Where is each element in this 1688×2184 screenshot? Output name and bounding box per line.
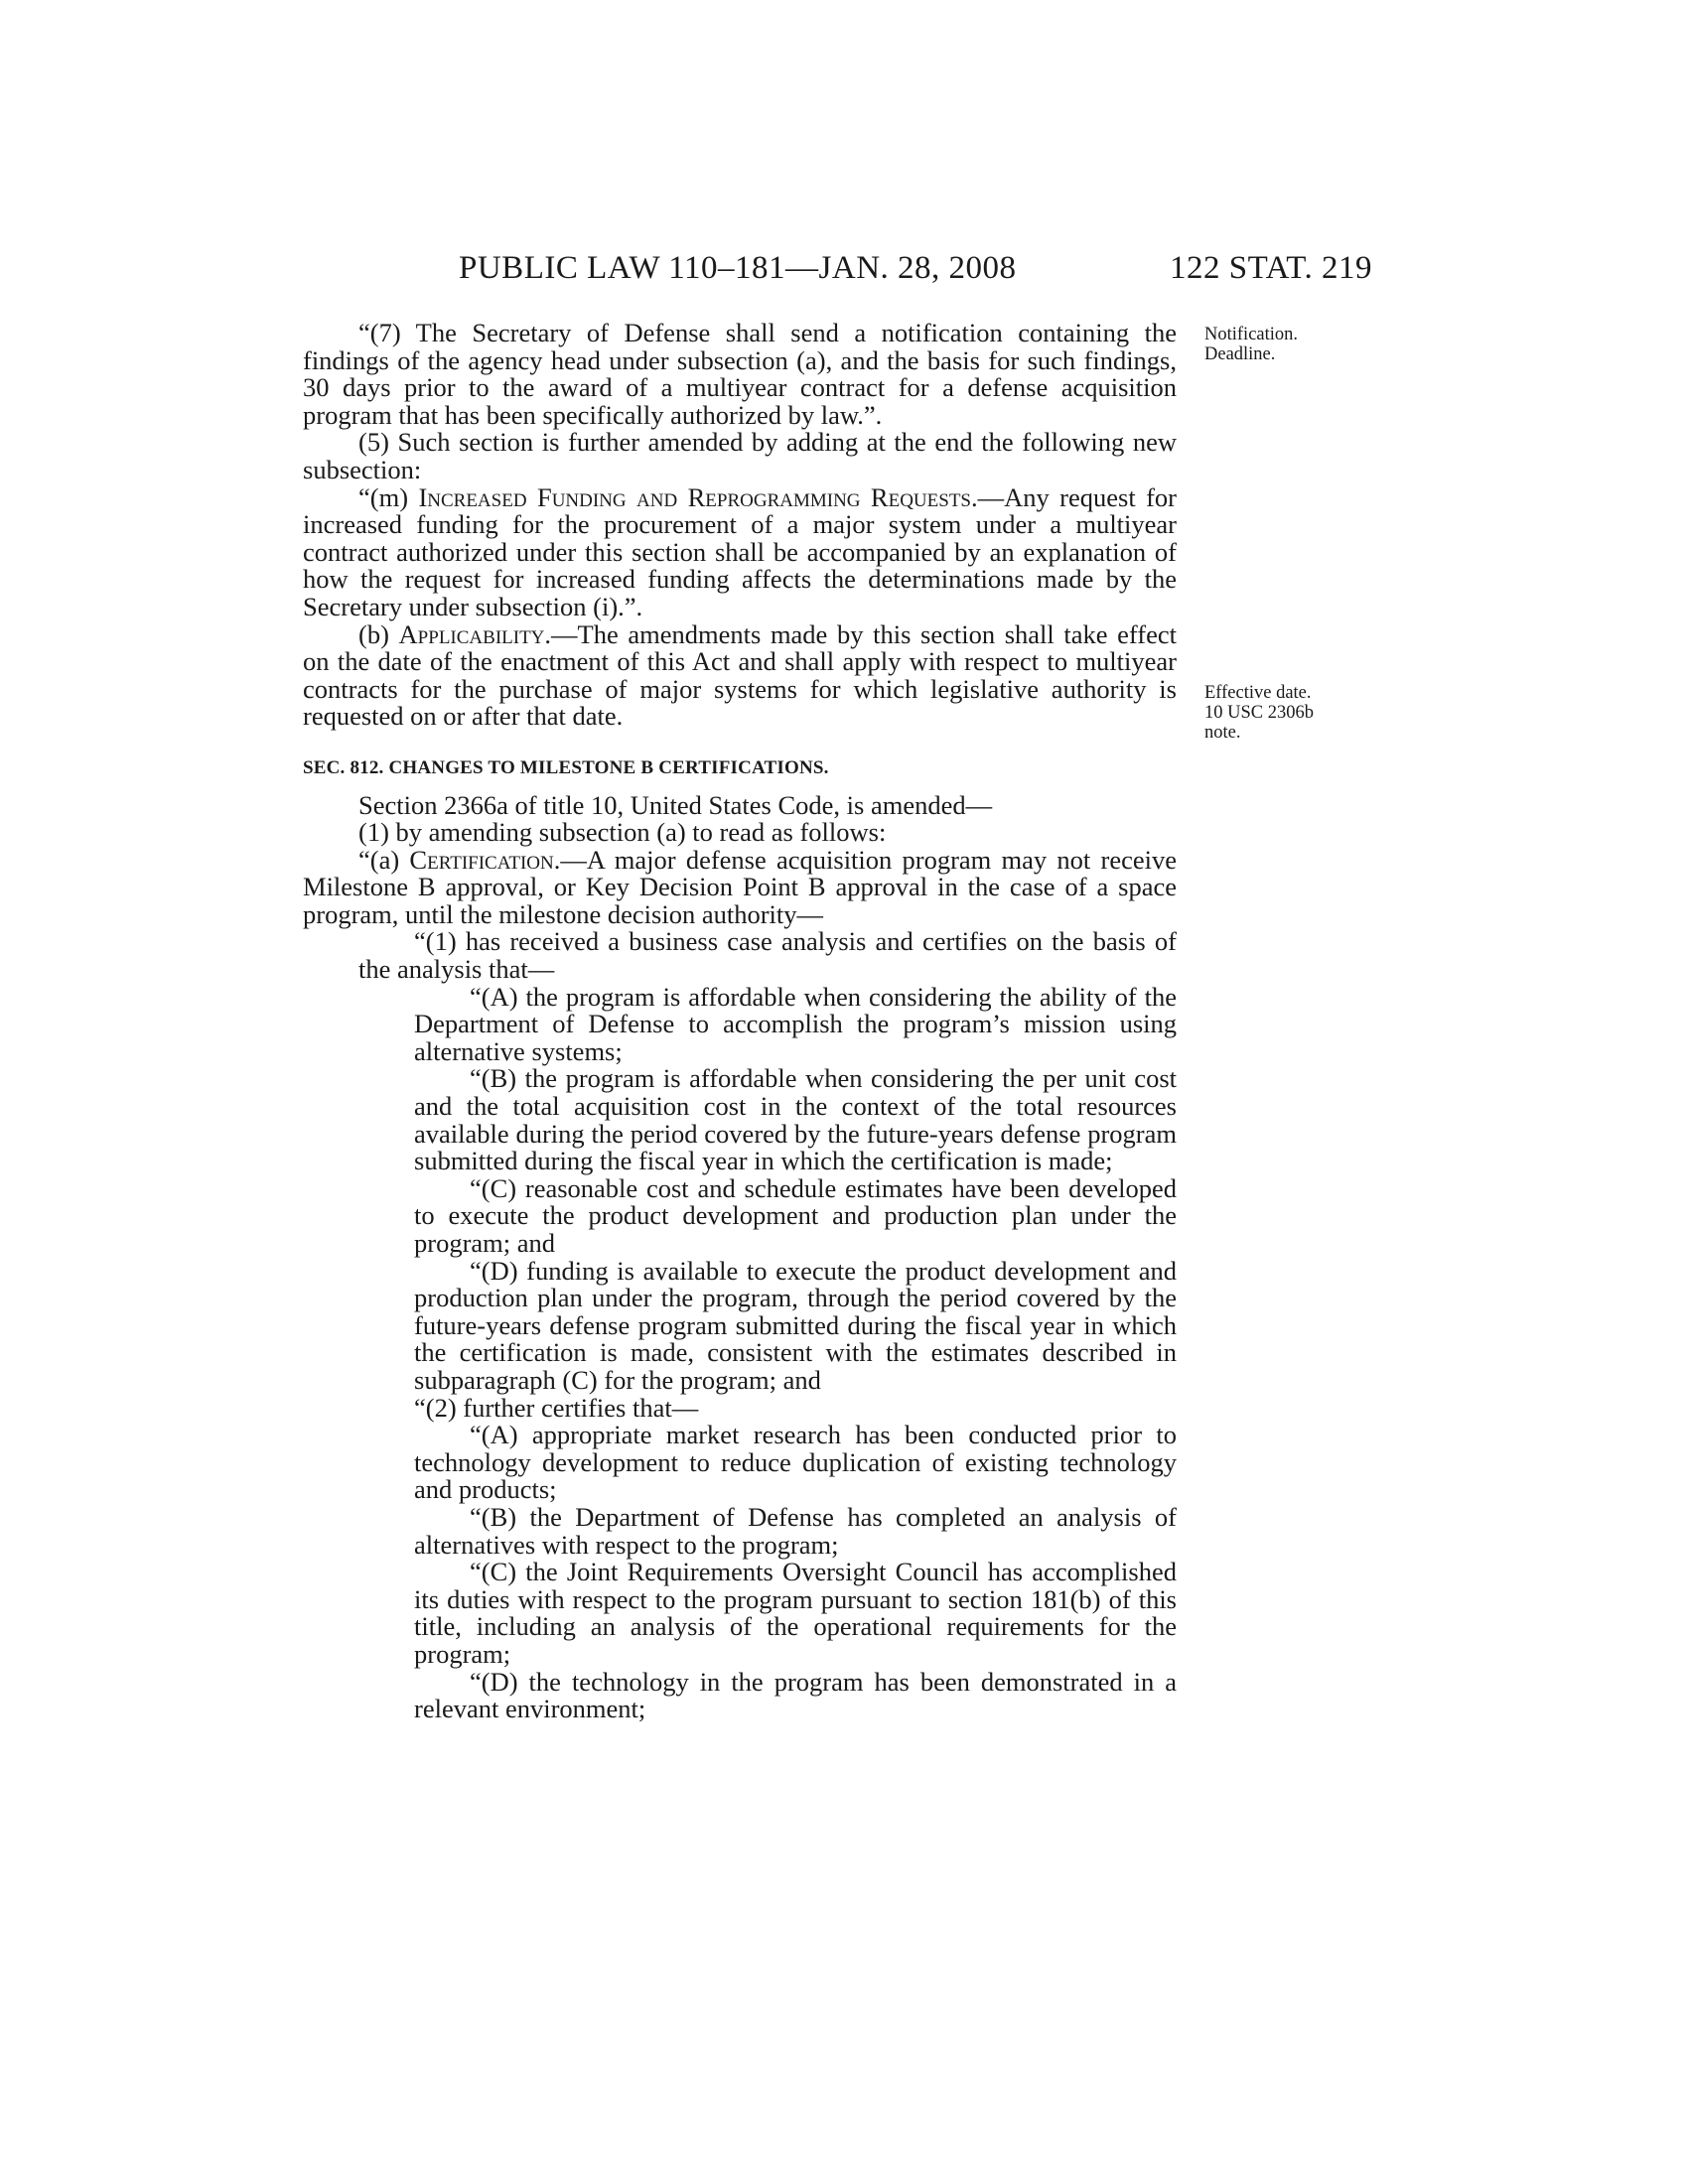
margin-note-line: 10 USC 2306b xyxy=(1204,703,1314,723)
subsection-m-text: .—Any request for increased funding for the procurement of a major system under a multiyear contract authorized under this section shall be accompanied by an explanation of how the request for increased funding affects the determinations made by the Secretary under subsection (i).”. xyxy=(303,481,1177,621)
amendment-1: (1) by amending subsection (a) to read as follows: xyxy=(358,817,887,848)
page-number: 122 STAT. 219 xyxy=(1169,250,1372,286)
margin-note-line: Notification. xyxy=(1204,325,1299,344)
margin-note-line: Effective date. xyxy=(1204,683,1312,703)
subsection-b-text: .—The amendments made by this section shall take effect on the date of the enactment of this Act and shall apply with respect to multiyear contracts for the purchase of major systems for which legislative authority is requested on or after that date. xyxy=(303,618,1177,732)
margin-note-effective-date xyxy=(1204,683,1314,743)
subsection-b-heading: Applicability xyxy=(398,618,545,649)
document-body xyxy=(303,320,1177,1723)
page-header xyxy=(459,250,1372,290)
clause-2: “(2) further certifies that— xyxy=(414,1392,699,1423)
subsection-m xyxy=(303,481,1177,621)
subsection-b-prefix: (b) xyxy=(358,618,399,649)
margin-note-line: note. xyxy=(1204,723,1241,743)
running-head: PUBLIC LAW 110–181—JAN. 28, 2008 xyxy=(459,250,1017,286)
section-heading: SEC. 812. CHANGES TO MILESTONE B CERTIFICATIONS. xyxy=(303,756,829,778)
clause-2C: “(C) the Joint Requirements Oversight Council has accomplished its duties with respect to the program pursuant to section 181(b) of this title, including an analysis of the operational requirements for the program; xyxy=(414,1557,1177,1669)
clause-2B: “(B) the Department of Defense has completed an analysis of alternatives with respect to the program; xyxy=(414,1501,1177,1560)
clause-1B: “(B) the program is affordable when considering the per unit cost and the total acquisition cost in the context of the total resources available during the period covered by the future-years defense program submitted during the fiscal year in which the certification is made; xyxy=(414,1063,1177,1176)
clause-2D: “(D) the technology in the program has been demonstrated in a relevant environment; xyxy=(414,1666,1177,1724)
subsection-b xyxy=(303,618,1177,732)
subsection-a xyxy=(303,844,1177,929)
subsection-a-heading: Certification xyxy=(409,844,554,875)
subsection-a-text: .—A major defense acquisition program may not receive Milestone B approval, or Key Decision Point B approval in the case of a space program, until the milestone decision authority— xyxy=(303,844,1177,929)
paragraph-7: “(7) The Secretary of Defense shall send a notification containing the findings of the agency head under subsection (a), and the basis for such findings, 30 days prior to the award of a multiyear contract for a defense acquisition program that has been specifically authorized by law.”. xyxy=(303,318,1177,430)
margin-note-line: Deadline. xyxy=(1204,344,1276,364)
clause-2A: “(A) appropriate market research has been conducted prior to technology development to reduce duplication of existing technology and products; xyxy=(414,1420,1177,1505)
paragraph-5 xyxy=(247,429,1177,483)
margin-note-notification xyxy=(1204,325,1298,364)
subsection-a-prefix: “(a) xyxy=(358,844,410,875)
clause-1A: “(A) the program is affordable when considering the ability of the Department of Defense to accomplish the program’s mission using alternative systems; xyxy=(414,981,1177,1066)
section-intro: Section 2366a of title 10, United States Code, is amended— xyxy=(358,789,993,820)
subsection-m-heading: Increased Funding and Reprogramming Requests xyxy=(418,481,971,512)
clause-1: “(1) has received a business case analysis and certifies on the basis of the analysis that— xyxy=(358,926,1177,985)
clause-1C: “(C) reasonable cost and schedule estimates have been developed to execute the product development and production plan under the program; and xyxy=(414,1172,1177,1258)
subsection-m-prefix: “(m) xyxy=(358,481,419,512)
paragraph-5-text: (5) Such section is further amended by adding at the end the following new subsection: xyxy=(303,427,1177,484)
clause-1D: “(D) funding is available to execute the product development and production plan under the program, through the period covered by the future-years defense program submitted during the fiscal year in which the certification is made, consistent with the estimates described in subparagraph (C) for the program; and xyxy=(414,1255,1177,1395)
